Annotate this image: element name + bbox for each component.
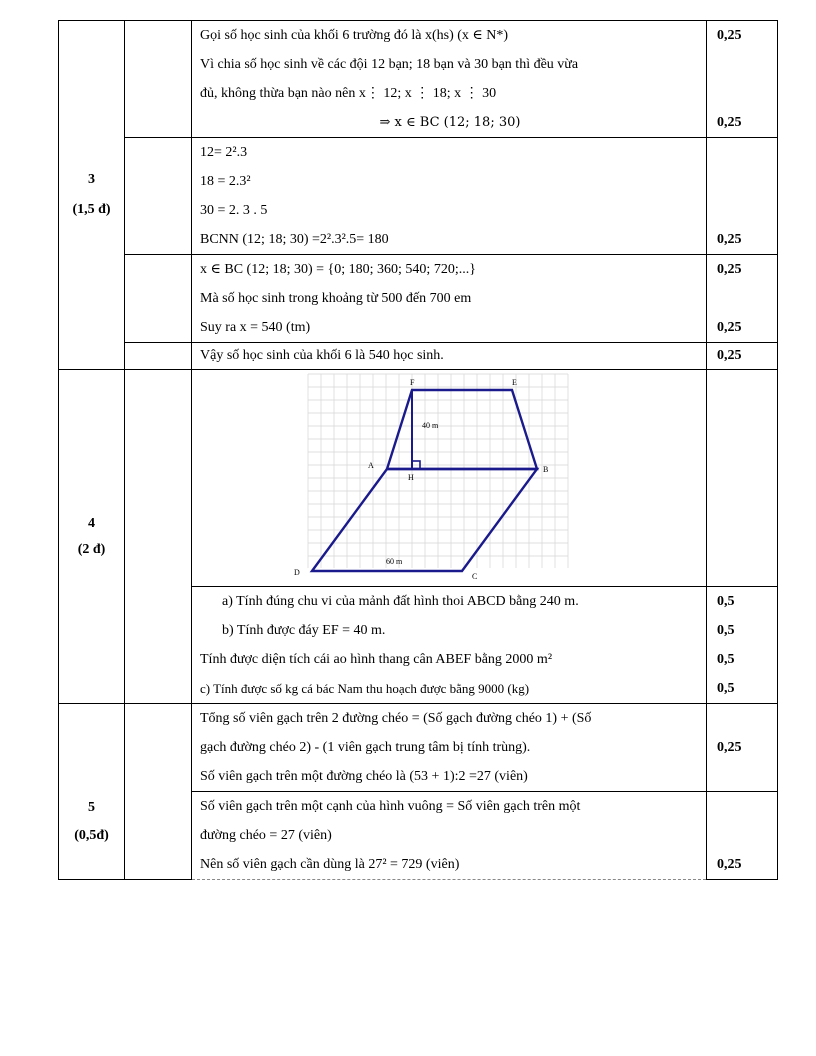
s5-b1-scores <box>707 704 778 792</box>
s3-b1-line1: Gọi số học sinh của khối 6 trường đó là x(hs) (x ∈ N*) <box>200 28 509 43</box>
s3-label-cell <box>59 21 125 370</box>
s3-empty-4 <box>125 343 192 370</box>
diagram-grid <box>308 374 568 568</box>
s3-b2-line1: 12= 2².3 <box>200 145 248 160</box>
s3-b2-line4: BCNN (12; 18; 30) =2².3².5= 180 <box>200 232 389 247</box>
s3-row-4 <box>59 343 778 370</box>
s5-b2-score: 0,25 <box>717 857 742 872</box>
s3-b1-line3: đủ, không thừa bạn nào nên x⋮ 12; x ⋮ 18; x ⋮ 30 <box>200 86 497 101</box>
s3-b1-line2: Vì chia số học sinh về các đội 12 bạn; 18 bạn và 30 bạn thì đều vừa <box>200 57 579 72</box>
s3-b1-score-b: 0,25 <box>717 115 742 130</box>
label-C: C <box>472 572 478 581</box>
s5-row-1 <box>59 704 778 792</box>
s5-b2-line2: đường chéo = 27 (viên) <box>200 828 332 843</box>
s5-points: (0,5đ) <box>74 827 109 843</box>
s4-answer-a: a) Tính đúng chu vi của mảnh đất hình thoi ABCD bằng 240 m. <box>222 594 579 609</box>
s3-b1-score-a: 0,25 <box>717 28 742 43</box>
s4-answers-cell <box>192 587 707 704</box>
s4-empty <box>125 370 192 704</box>
s5-b2-line1: Số viên gạch trên một cạnh của hình vuông = Số viên gạch trên một <box>200 799 581 814</box>
s5-b1-line2: gạch đường chéo 2) - (1 viên gạch trung tâm bị tính trùng). <box>200 740 531 755</box>
label-E: E <box>512 378 517 387</box>
s3-block-2 <box>192 138 707 255</box>
s4-points: (2 đ) <box>77 541 106 557</box>
s3-row-2 <box>59 138 778 255</box>
s3-row-3 <box>59 255 778 343</box>
s4-score-area: 0,5 <box>717 652 735 667</box>
s3-row-1 <box>59 21 778 138</box>
s5-b1-line1: Tổng số viên gạch trên 2 đường chéo = (Số gạch đường chéo 1) + (Số <box>200 711 592 726</box>
s5-block-2 <box>192 792 707 880</box>
s4-answer-b: b) Tính được đáy EF = 40 m. <box>222 623 386 638</box>
s3-b2-line3: 30 = 2. 3 . 5 <box>200 203 268 218</box>
label-H: H <box>408 473 414 482</box>
s5-empty <box>125 704 192 880</box>
s3-empty-1 <box>125 21 192 138</box>
height-label: 40 m <box>422 421 439 430</box>
s4-answer-scores <box>707 587 778 704</box>
s3-b1-scores <box>707 21 778 138</box>
s4-diagram-score-cell <box>707 370 778 587</box>
s4-number: 4 <box>88 515 95 531</box>
label-D: D <box>294 568 300 577</box>
s5-number: 5 <box>88 799 95 815</box>
s3-b3-line2: Mà số học sinh trong khoảng từ 500 đến 700 em <box>200 291 472 306</box>
s4-answer-c: c) Tính được số kg cá bác Nam thu hoạch được bằng 9000 (kg) <box>200 681 530 696</box>
s4-label-cell <box>59 370 125 704</box>
s3-b1-line4: ⇒ x ∈ BC (12; 18; 30) <box>379 115 521 130</box>
s3-b2-score: 0,25 <box>717 232 742 247</box>
s5-b2-scores <box>707 792 778 880</box>
s3-points: (1,5 đ) <box>72 202 111 217</box>
s4-score-b: 0,5 <box>717 623 735 638</box>
s5-b2-line3: Nên số viên gạch cần dùng là 27² = 729 (viên) <box>200 857 460 872</box>
rhombus-trapezoid-diagram <box>290 372 580 582</box>
s5-b1-score: 0,25 <box>717 740 742 755</box>
label-F: F <box>410 378 415 387</box>
s3-number: 3 <box>88 172 95 187</box>
s3-block-3 <box>192 255 707 343</box>
s3-b4-line1: Vậy số học sinh của khối 6 là 540 học sinh. <box>200 348 444 363</box>
s3-b2-line2: 18 = 2.3² <box>200 174 251 189</box>
s3-b4-score: 0,25 <box>717 348 742 363</box>
s3-b3-score-a: 0,25 <box>717 262 742 277</box>
s3-b3-scores <box>707 255 778 343</box>
s3-block-1 <box>192 21 707 138</box>
s4-score-c: 0,5 <box>717 681 735 696</box>
s5-b1-line3: Số viên gạch trên một đường chéo là (53 + 1):2 =27 (viên) <box>200 769 528 784</box>
s3-block-4 <box>192 343 707 370</box>
s3-b3-line3: Suy ra x = 540 (tm) <box>200 320 311 335</box>
s4-answer-area: Tính được diện tích cái ao hình thang cân ABEF bằng 2000 m² <box>200 652 553 667</box>
s3-b4-scores <box>707 343 778 370</box>
s5-block-1 <box>192 704 707 792</box>
answer-table <box>58 20 778 880</box>
label-A: A <box>368 461 374 470</box>
label-B: B <box>543 465 549 474</box>
s4-score-a: 0,5 <box>717 594 735 609</box>
trapezoid-abef <box>387 390 537 469</box>
s3-b3-score-b: 0,25 <box>717 320 742 335</box>
base-label: 60 m <box>386 557 403 566</box>
s3-empty-3 <box>125 255 192 343</box>
s4-diagram-cell <box>192 370 707 587</box>
s3-empty-2 <box>125 138 192 255</box>
s3-b2-scores <box>707 138 778 255</box>
s3-b3-line1: x ∈ BC (12; 18; 30) = {0; 180; 360; 540; 720;...} <box>200 262 476 277</box>
s4-row-diagram <box>59 370 778 587</box>
s5-label-cell <box>59 704 125 880</box>
